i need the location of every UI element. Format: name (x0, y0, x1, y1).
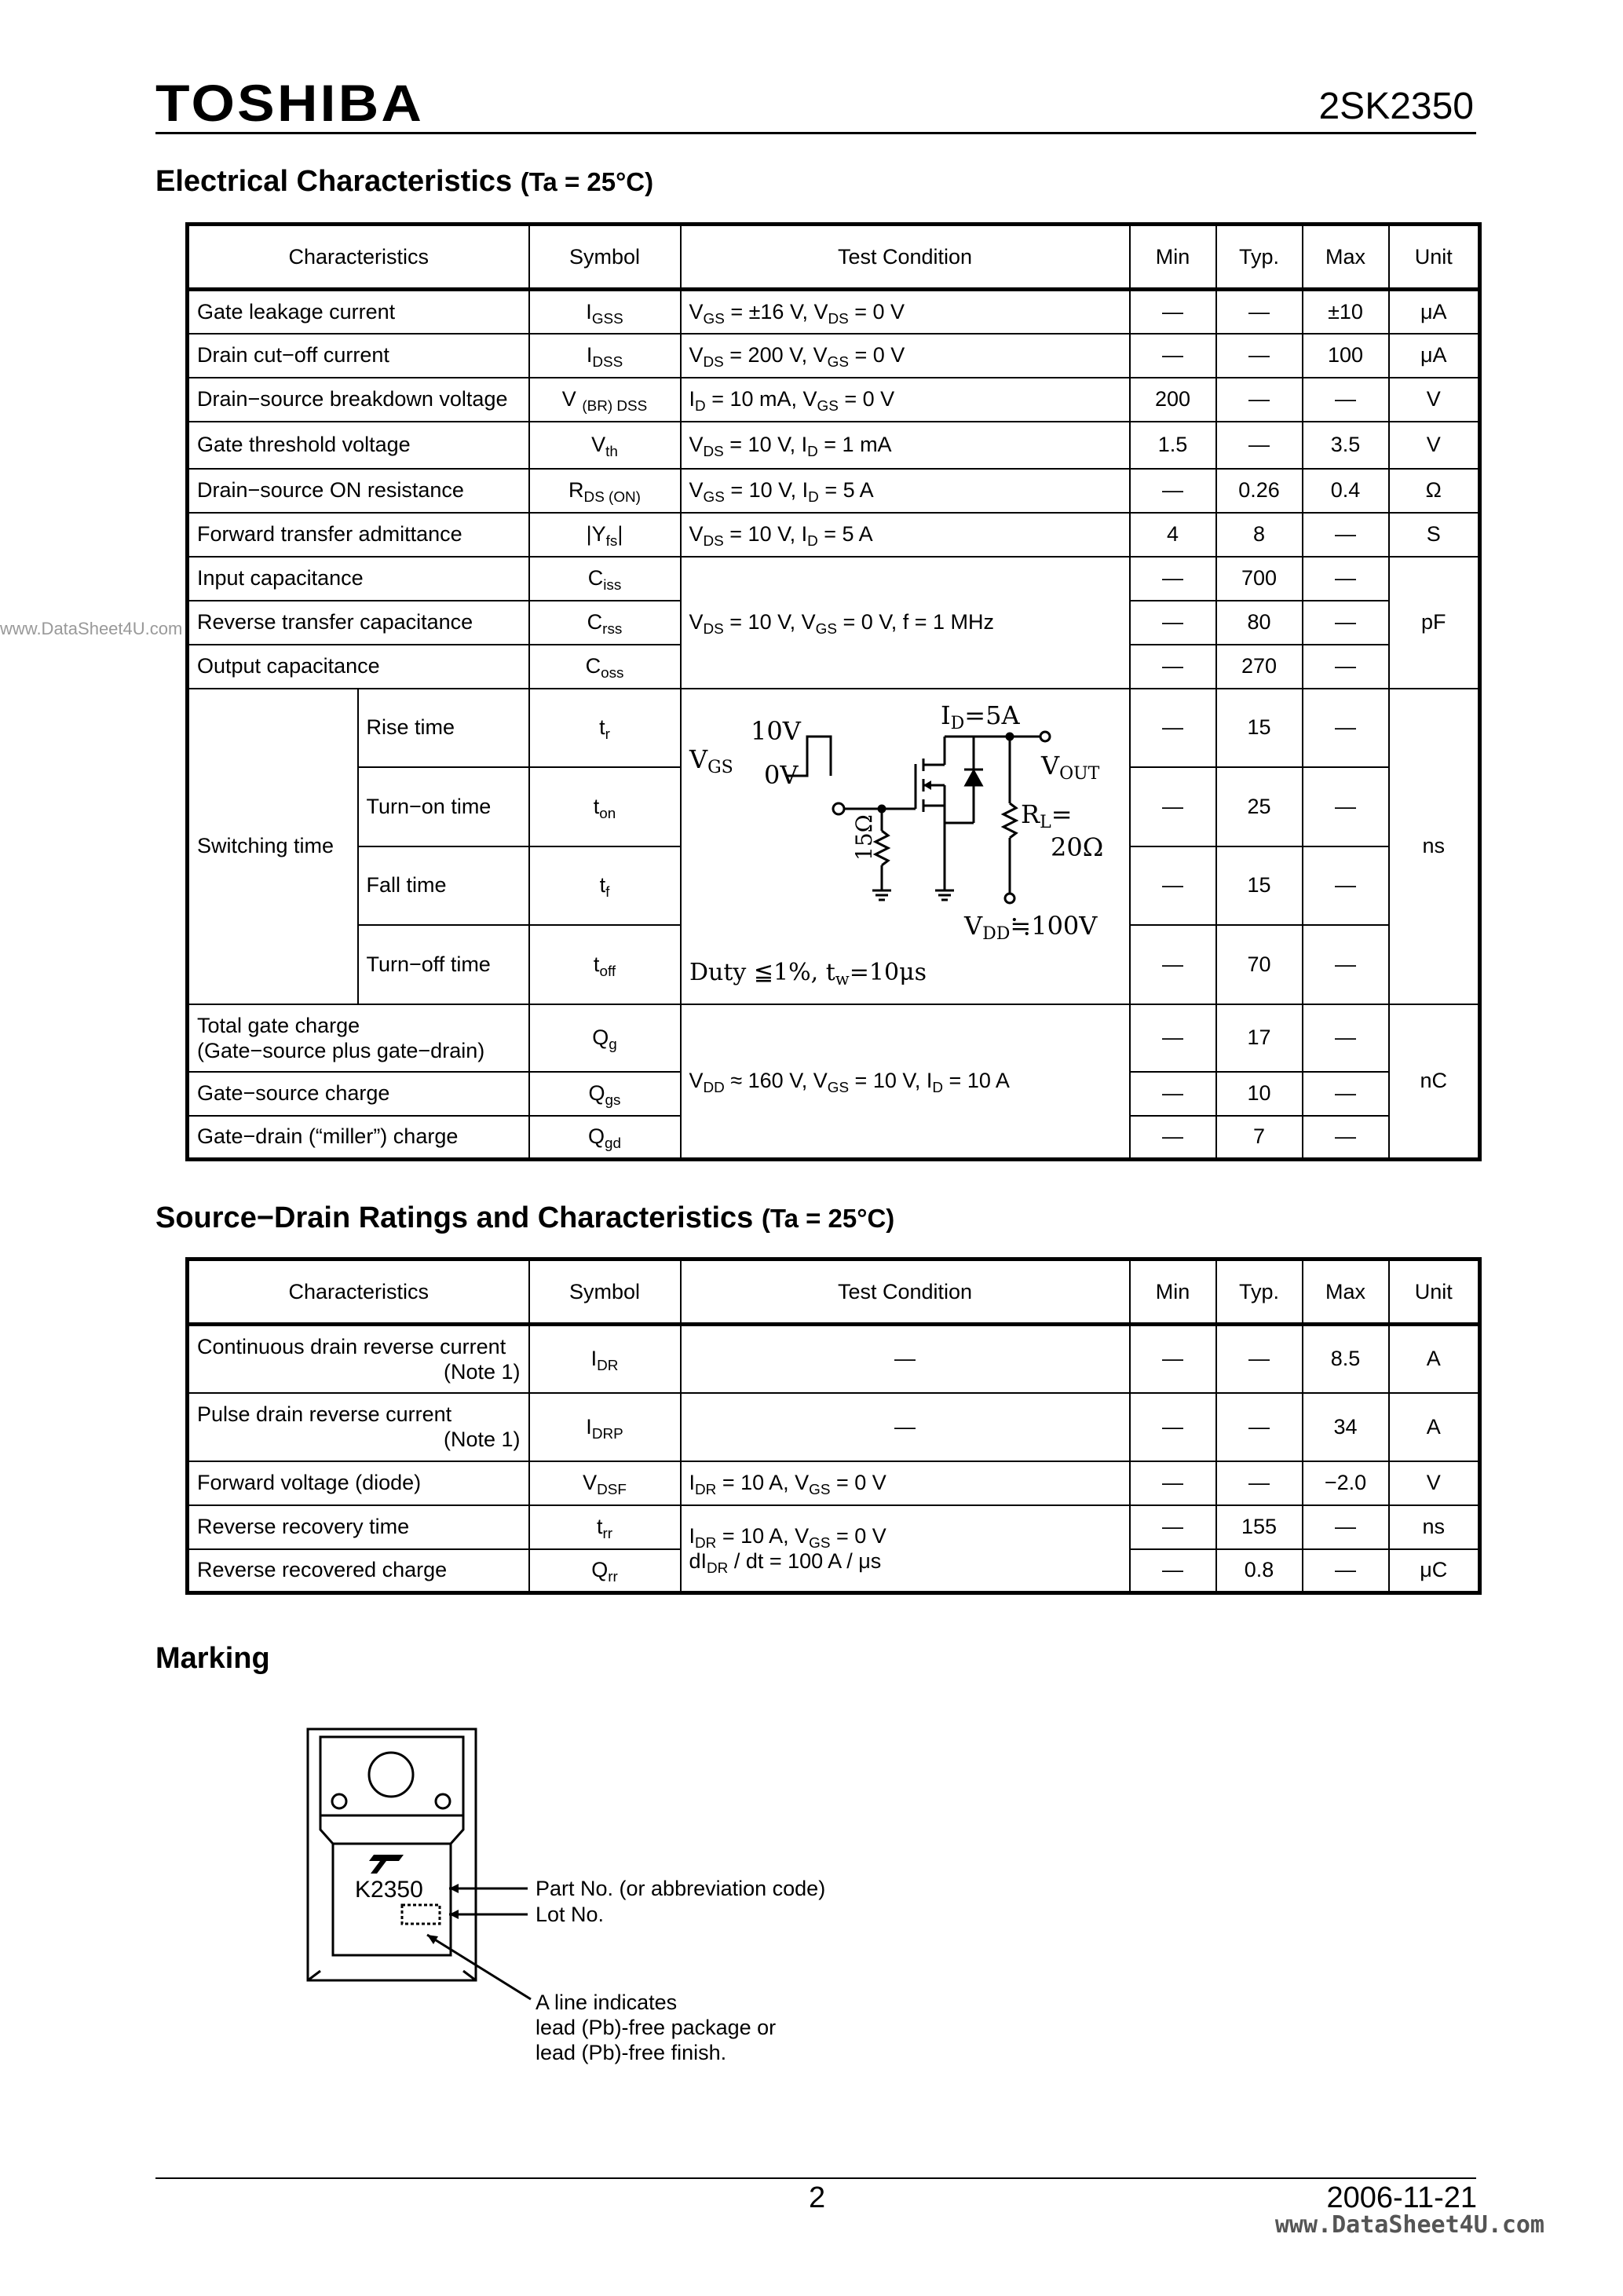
min-value: — (1130, 1505, 1216, 1549)
typ-value: 10 (1216, 1072, 1303, 1116)
char-name: Pulse drain reverse current (Note 1) (188, 1393, 529, 1461)
typ-value: 155 (1216, 1505, 1303, 1549)
table-row (188, 422, 1480, 469)
electrical-title-cond: (Ta = 25°C) (520, 167, 654, 196)
symbol: $Q_{rr}$ (529, 1549, 681, 1593)
col-unit: Unit (1389, 225, 1480, 290)
typ-value: 25 (1216, 767, 1303, 846)
unit: V (1389, 1461, 1480, 1505)
char-name: Gate leakage current (188, 290, 529, 334)
unit: A (1389, 1325, 1480, 1393)
switching-label: Switching time (188, 689, 358, 1004)
vdd-label: VDD≒100V (963, 910, 1097, 944)
symbol: $V_{DSF}$ (529, 1461, 681, 1505)
max-value: 34 (1303, 1393, 1389, 1461)
min-value: — (1130, 290, 1216, 334)
typ-value: — (1216, 334, 1303, 378)
min-value: — (1130, 767, 1216, 846)
table-row (188, 378, 1480, 422)
section-title-source-drain (155, 1203, 894, 1233)
min-value: — (1130, 925, 1216, 1004)
min-value: 4 (1130, 513, 1216, 557)
typ-value: 7 (1216, 1116, 1303, 1160)
unit: ns (1389, 689, 1480, 1004)
side-watermark: www.DataSheet4U.com (0, 619, 183, 638)
unit: ns (1389, 1505, 1480, 1549)
typ-value: 0.8 (1216, 1549, 1303, 1593)
duty-label: Duty ≦1%, $t_w=10\mu s$ (689, 958, 927, 989)
test-condition: $I_{DR} = 10$ A, $V_{GS} = 0$ V $dI_{DR}$ / dt = 100 A / μs (681, 1505, 1130, 1593)
max-value: — (1303, 1549, 1389, 1593)
table-row (188, 689, 1480, 768)
min-value: 1.5 (1130, 422, 1216, 469)
symbol: $t_{on}$ (529, 767, 681, 846)
typ-value: 17 (1216, 1004, 1303, 1072)
unit: A (1389, 1393, 1480, 1461)
symbol: $C_{iss}$ (529, 557, 681, 601)
symbol: $C_{rss}$ (529, 601, 681, 645)
test-condition: — (681, 1393, 1130, 1461)
min-value: 200 (1130, 378, 1216, 422)
col-test-condition: Test Condition (681, 1260, 1130, 1325)
footer-rule (155, 2177, 1476, 2179)
max-value: — (1303, 1505, 1389, 1549)
typ-value: 700 (1216, 557, 1303, 601)
char-name: Rise time (358, 689, 529, 768)
char-name: Total gate charge (Gate−source plus gate−drain) (188, 1004, 529, 1072)
table-row (188, 1325, 1480, 1393)
symbol: $C_{oss}$ (529, 645, 681, 689)
footer-date: 2006-11-21 (1326, 2181, 1477, 2214)
char-name: Output capacitance (188, 645, 529, 689)
rl-value: 20Ω (1050, 832, 1103, 862)
max-value: — (1303, 925, 1389, 1004)
typ-value: 270 (1216, 645, 1303, 689)
rg-value: 15Ω (850, 813, 877, 861)
symbol: $I_{GSS}$ (529, 290, 681, 334)
symbol: $t_f$ (529, 846, 681, 926)
max-value: −2.0 (1303, 1461, 1389, 1505)
symbol: $Q_g$ (529, 1004, 681, 1072)
test-condition: $V_{DD} \approx 160$ V, $V_{GS} = 10$ V, $I_D = 10$ A (681, 1004, 1130, 1160)
max-value: — (1303, 1072, 1389, 1116)
table-row (188, 1004, 1480, 1072)
footer-watermark: www.DataSheet4U.com (1274, 2211, 1544, 2239)
min-value: — (1130, 1325, 1216, 1393)
label-lot-no: Lot No. (536, 1903, 605, 1926)
unit: Ω (1389, 469, 1480, 513)
typ-value: — (1216, 1461, 1303, 1505)
min-value: — (1130, 1004, 1216, 1072)
id-label: ID=5A (940, 700, 1020, 733)
unit: μA (1389, 334, 1480, 378)
max-value: — (1303, 557, 1389, 601)
min-value: — (1130, 689, 1216, 768)
vgs-label: VGS (689, 744, 733, 777)
symbol: $|Y_{fs}|$ (529, 513, 681, 557)
col-typ: Typ. (1216, 225, 1303, 290)
test-circuit-diagram (682, 689, 1130, 1004)
marking-title: Marking (155, 1642, 270, 1675)
typ-value: 15 (1216, 846, 1303, 926)
min-value: — (1130, 1461, 1216, 1505)
char-name: Drain−source ON resistance (188, 469, 529, 513)
symbol: $t_{rr}$ (529, 1505, 681, 1549)
col-symbol: Symbol (529, 225, 681, 290)
table-row (188, 1505, 1480, 1549)
char-name: Drain−source breakdown voltage (188, 378, 529, 422)
unit: S (1389, 513, 1480, 557)
marking-part-code: K2350 (355, 1877, 423, 1903)
char-name: Input capacitance (188, 557, 529, 601)
max-value: — (1303, 1004, 1389, 1072)
char-name: Turn−off time (358, 925, 529, 1004)
char-name: Reverse transfer capacitance (188, 601, 529, 645)
min-value: — (1130, 1116, 1216, 1160)
table-row (188, 290, 1480, 334)
max-value: — (1303, 767, 1389, 846)
switching-test-circuit (681, 689, 1130, 1004)
electrical-table (185, 222, 1482, 1161)
table-row (188, 469, 1480, 513)
vout-label: VOUT (1040, 750, 1099, 784)
typ-value: 70 (1216, 925, 1303, 1004)
typ-value: 8 (1216, 513, 1303, 557)
test-condition: $V_{DS} = 200$ V, $V_{GS} = 0$ V (681, 334, 1130, 378)
col-characteristics: Characteristics (188, 1260, 529, 1325)
max-value: 8.5 (1303, 1325, 1389, 1393)
col-typ: Typ. (1216, 1260, 1303, 1325)
max-value: ±10 (1303, 290, 1389, 334)
unit: μC (1389, 1549, 1480, 1593)
min-value: — (1130, 1072, 1216, 1116)
test-condition: $I_{DR} = 10$ A, $V_{GS} = 0$ V (681, 1461, 1130, 1505)
min-value: — (1130, 846, 1216, 926)
source-drain-table (185, 1257, 1482, 1595)
max-value: — (1303, 645, 1389, 689)
col-test-condition: Test Condition (681, 225, 1130, 290)
col-characteristics: Characteristics (188, 225, 529, 290)
unit: V (1389, 378, 1480, 422)
unit: nC (1389, 1004, 1480, 1160)
pulse-0v: 0V (763, 759, 798, 790)
table-row (188, 1461, 1480, 1505)
typ-value: — (1216, 422, 1303, 469)
col-max: Max (1303, 1260, 1389, 1325)
char-name: Fall time (358, 846, 529, 926)
test-condition: $V_{DS} = 10$ V, $I_D = 5$ A (681, 513, 1130, 557)
char-name: Gate threshold voltage (188, 422, 529, 469)
max-value: 3.5 (1303, 422, 1389, 469)
col-min: Min (1130, 225, 1216, 290)
char-name: Forward voltage (diode) (188, 1461, 529, 1505)
typ-value: 0.26 (1216, 469, 1303, 513)
lot-number-box (402, 1905, 440, 1924)
test-condition: $I_D = 10$ mA, $V_{GS} = 0$ V (681, 378, 1130, 422)
typ-value: — (1216, 1393, 1303, 1461)
max-value: 0.4 (1303, 469, 1389, 513)
label-part-no: Part No. (or abbreviation code) (536, 1877, 826, 1900)
test-condition: $V_{DS} = 10$ V, $V_{GS} = 0$ V, f = 1 MHz (681, 557, 1130, 689)
max-value: 100 (1303, 334, 1389, 378)
symbol: $I_{DRP}$ (529, 1393, 681, 1461)
min-value: — (1130, 645, 1216, 689)
max-value: — (1303, 689, 1389, 768)
brand-logo: TOSHIBA (155, 74, 425, 132)
pb-free-note: A line indicates lead (Pb)-free package or lead (Pb)-free finish. (536, 1991, 777, 2064)
symbol: $t_r$ (529, 689, 681, 768)
electrical-title: Electrical Characteristics (155, 165, 513, 198)
max-value: — (1303, 378, 1389, 422)
table-row (188, 557, 1480, 601)
max-value: — (1303, 1116, 1389, 1160)
col-max: Max (1303, 225, 1389, 290)
source-drain-title-cond: (Ta = 25°C) (761, 1204, 895, 1233)
test-condition: — (681, 1325, 1130, 1393)
symbol: $Q_{gd}$ (529, 1116, 681, 1160)
col-symbol: Symbol (529, 1260, 681, 1325)
test-condition: $V_{DS} = 10$ V, $I_D = 1$ mA (681, 422, 1130, 469)
table-row (188, 334, 1480, 378)
table-header-row (188, 1260, 1480, 1325)
char-name: Gate−drain (“miller”) charge (188, 1116, 529, 1160)
char-name: Reverse recovery time (188, 1505, 529, 1549)
symbol: $Q_{gs}$ (529, 1072, 681, 1116)
table-row (188, 1393, 1480, 1461)
typ-value: 80 (1216, 601, 1303, 645)
min-value: — (1130, 1393, 1216, 1461)
symbol: $V_{th}$ (529, 422, 681, 469)
source-drain-title: Source−Drain Ratings and Characteristics (155, 1201, 754, 1234)
page-number: 2 (809, 2181, 826, 2214)
min-value: — (1130, 557, 1216, 601)
typ-value: 15 (1216, 689, 1303, 768)
typ-value: — (1216, 290, 1303, 334)
part-number: 2SK2350 (1318, 86, 1474, 127)
char-name: Continuous drain reverse current (Note 1) (188, 1325, 529, 1393)
header-rule (155, 132, 1476, 134)
col-min: Min (1130, 1260, 1216, 1325)
unit: V (1389, 422, 1480, 469)
typ-value: — (1216, 378, 1303, 422)
symbol: $t_{off}$ (529, 925, 681, 1004)
symbol: V $_{(BR) DSS}$ (529, 378, 681, 422)
table-row (188, 513, 1480, 557)
max-value: — (1303, 846, 1389, 926)
max-value: — (1303, 513, 1389, 557)
rl-label: RL= (1020, 799, 1073, 832)
test-condition: $V_{GS} = 10$ V, $I_D = 5$ A (681, 469, 1130, 513)
min-value: — (1130, 601, 1216, 645)
col-unit: Unit (1389, 1260, 1480, 1325)
char-name: Forward transfer admittance (188, 513, 529, 557)
toshiba-logo-mark (369, 1855, 404, 1874)
min-value: — (1130, 334, 1216, 378)
symbol: $I_{DSS}$ (529, 334, 681, 378)
char-name: Turn−on time (358, 767, 529, 846)
char-name: Gate−source charge (188, 1072, 529, 1116)
unit: μA (1389, 290, 1480, 334)
test-condition: $V_{GS} = \pm 16$ V, $V_{DS} = 0$ V (681, 290, 1130, 334)
min-value: — (1130, 1549, 1216, 1593)
package-tab (320, 1737, 463, 1815)
symbol: $I_{DR}$ (529, 1325, 681, 1393)
pulse-10v: 10V (750, 715, 801, 746)
typ-value: — (1216, 1325, 1303, 1393)
min-value: — (1130, 469, 1216, 513)
char-name: Reverse recovered charge (188, 1549, 529, 1593)
mounting-hole (369, 1753, 413, 1797)
symbol: $R_{DS (ON)}$ (529, 469, 681, 513)
table-header-row (188, 225, 1480, 290)
section-title-electrical (155, 166, 653, 196)
char-name: Drain cut−off current (188, 334, 529, 378)
unit: pF (1389, 557, 1480, 689)
max-value: — (1303, 601, 1389, 645)
